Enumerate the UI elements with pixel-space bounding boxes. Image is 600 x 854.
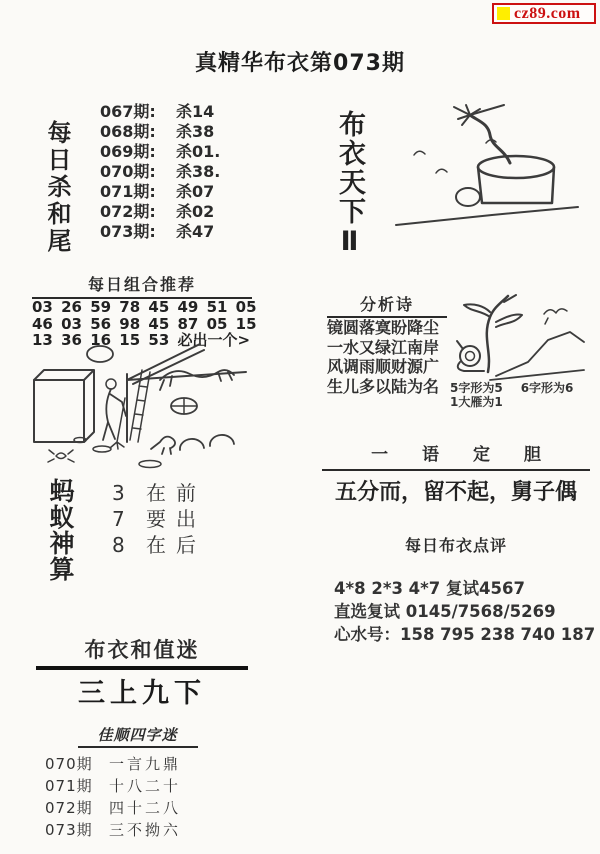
analysis-poem-title: 分析诗 <box>327 292 447 318</box>
hezhi-riddle-phrase: 三上九下 <box>78 678 206 709</box>
ant-text: 在后 <box>146 533 206 557</box>
page-title: 真精华布衣第073期 <box>195 51 405 76</box>
four-char-phrase: 一言九鼎 <box>109 755 182 773</box>
picks-line: 心水号：158 795 238 740 187 <box>334 625 596 644</box>
kill-period: 068期: <box>100 122 156 141</box>
four-char-riddle-section <box>45 724 230 841</box>
four-char-row <box>45 753 230 775</box>
kill-period: 070期: <box>100 162 156 181</box>
ant-number: 8 <box>112 533 125 557</box>
poem-line: 风调雨顺财源广 <box>327 357 440 376</box>
combo-section <box>32 272 257 349</box>
combo-row: 03 26 59 78 45 49 51 05 <box>32 298 257 316</box>
picks-section <box>334 577 595 646</box>
poem-note: 1大雁为1 <box>450 395 503 409</box>
kill-row <box>100 222 220 242</box>
ant-number: 3 <box>112 481 125 505</box>
four-char-phrase: 十八二十 <box>109 777 182 795</box>
ant-line <box>112 532 206 558</box>
kill-value: 杀02 <box>176 202 215 221</box>
yellow-square-icon <box>497 7 510 20</box>
kill-period: 072期: <box>100 202 156 221</box>
one-word-dan-phrase: 五分而，留不起，舅子偶 <box>334 480 577 505</box>
poem-note: 6字形为6 <box>520 381 574 395</box>
ant-text: 在前 <box>146 481 206 505</box>
courtyard-cartoon-sketch <box>32 342 248 470</box>
sprout-sketch <box>430 292 586 382</box>
poem-line: 一水又绿江南岸 <box>327 337 440 357</box>
kill-value: 杀38. <box>176 162 221 181</box>
kill-row <box>100 142 220 162</box>
daily-review-label: 每日布衣点评 <box>404 536 507 555</box>
combo-row: 46 03 56 98 45 87 05 15 <box>32 314 257 333</box>
poem-note-row <box>450 395 573 409</box>
four-char-row <box>45 819 230 841</box>
kill-period: 069期: <box>100 142 156 161</box>
site-badge-text: cz89.com <box>514 4 581 22</box>
ant-text: 要出 <box>146 507 206 531</box>
site-badge <box>492 3 596 24</box>
buyi-tianxia-label: 布衣天下Ⅱ <box>334 110 365 259</box>
kill-period: 071期: <box>100 182 156 201</box>
ant-line <box>112 480 206 506</box>
kill-value: 杀14 <box>176 102 215 121</box>
kill-period: 073期: <box>100 222 156 241</box>
hezhi-riddle-section <box>36 634 248 710</box>
kill-value: 杀07 <box>176 182 215 201</box>
one-word-dan-section <box>322 440 590 556</box>
four-char-phrase: 三不拗六 <box>109 821 182 839</box>
daily-kill-label: 每日杀和尾 <box>43 120 71 255</box>
four-char-riddle-title: 佳顺四字迷 <box>78 724 198 748</box>
four-char-riddle-rows <box>45 753 230 841</box>
kill-value: 杀38 <box>176 122 215 141</box>
combo-row: 13 36 16 15 53 必出一个> <box>32 331 251 349</box>
hezhi-riddle-title: 布衣和值迷 <box>36 634 248 670</box>
kill-row <box>100 182 220 202</box>
kill-row <box>100 122 220 142</box>
poem-line: 生儿多以陆为名 <box>327 376 440 396</box>
four-char-period: 071期 <box>45 777 93 795</box>
picks-line: 直选复试 0145/7568/5269 <box>334 602 556 621</box>
four-char-phrase: 四十二八 <box>109 799 182 817</box>
ant-line <box>112 506 206 532</box>
four-char-period: 073期 <box>45 821 93 839</box>
four-char-row <box>45 775 230 797</box>
kill-row <box>100 202 220 222</box>
picks-line: 4*8 2*3 4*7 复试4567 <box>334 579 525 598</box>
ant-number: 7 <box>112 507 125 531</box>
four-char-row <box>45 797 230 819</box>
one-word-dan-title: 一 语 定 胆 <box>322 440 590 471</box>
bonsai-sketch <box>392 103 584 239</box>
four-char-period: 070期 <box>45 755 93 773</box>
analysis-poem-section <box>327 292 447 396</box>
kill-value: 杀01. <box>176 142 221 161</box>
poem-note-row <box>450 381 573 395</box>
ant-oracle-label: 蚂蚁神算 <box>46 478 75 582</box>
daily-kill-list <box>100 102 220 242</box>
poem-note: 5字形为5 <box>450 381 503 395</box>
combo-title: 每日组合推荐 <box>32 272 252 299</box>
poem-line: 镜圆落寞盼降尘 <box>327 318 440 337</box>
kill-period: 067期: <box>100 102 156 121</box>
kill-row <box>100 102 220 122</box>
kill-row <box>100 162 220 182</box>
ant-oracle-lines <box>112 480 206 558</box>
poem-notes <box>450 381 573 409</box>
four-char-period: 072期 <box>45 799 93 817</box>
kill-value: 杀47 <box>176 222 215 241</box>
